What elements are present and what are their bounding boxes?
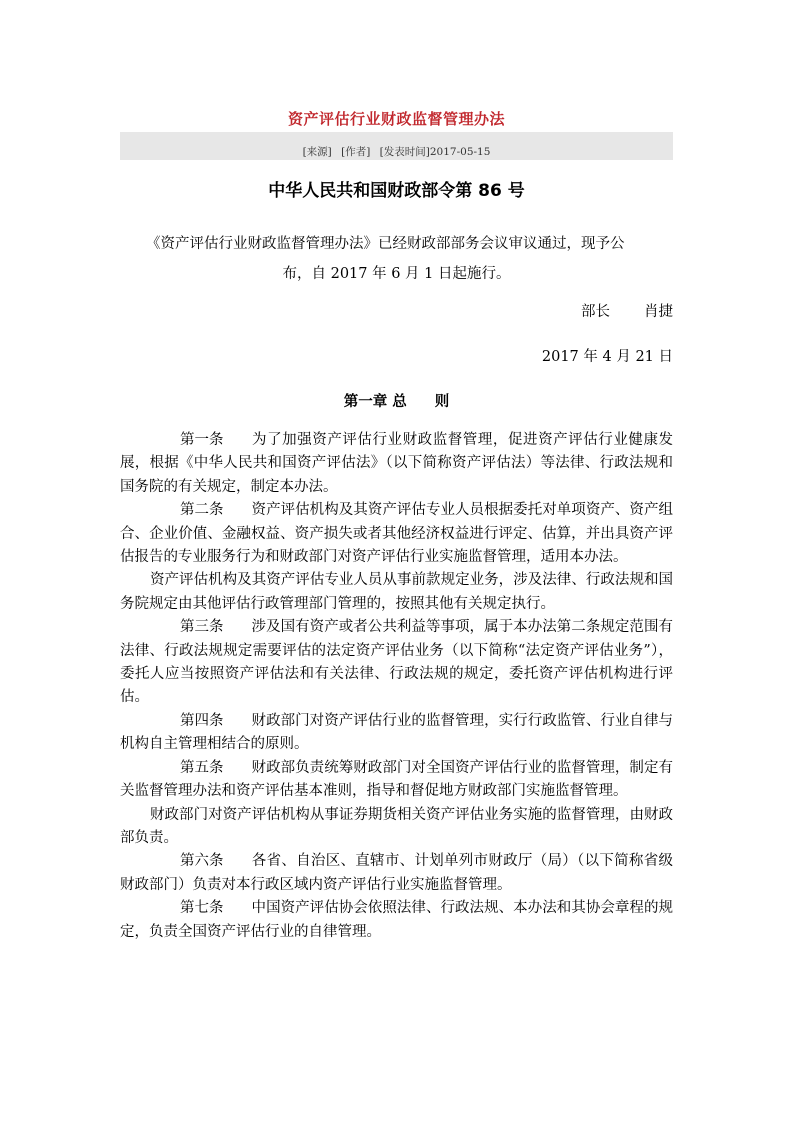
intro-line-2: 布，自 2017 年 6 月 1 日起施行。 (282, 266, 511, 282)
article-text: 财政部负责统筹财政部门对全国资产评估行业的监督管理，制定有关监督管理办法和资产评估基本准则，指导和督促地方财政部门实施监督管理。 (120, 759, 673, 800)
intro-line-1: 《资产评估行业财政监督管理办法》已经财政部部务会议审议通过，现予公 (146, 236, 625, 252)
intro-paragraph (120, 229, 673, 289)
article-text: 财政部门对资产评估机构从事证券期货相关资产评估业务实施的监督管理，由财政部负责。 (120, 806, 673, 846)
article-paragraph (120, 850, 673, 897)
article-paragraph (120, 804, 673, 851)
chapter-number: 第一章 (343, 393, 388, 410)
chapter-title-part-1: 总 (392, 393, 407, 410)
article-text: 各省、自治区、直辖市、计划单列市财政厅（局）（以下简称省级财政部门）负责对本行政区域内资产评估行业实施监督管理。 (120, 853, 673, 893)
article-paragraph (120, 757, 673, 804)
article-number: 第五条 (180, 759, 224, 776)
article-number: 第二条 (180, 502, 224, 519)
article-paragraph (120, 616, 673, 710)
meta-publish-date: [发表时间]2017-05-15 (379, 146, 491, 158)
article-text: 涉及国有资产或者公共利益等事项，属于本办法第二条规定范围有法律、行政法规规定需要评估的法定资产评估业务（以下简称“法定资产评估业务”），委托人应当按照资产评估法和有关法律、行政法规的规定，委托资产评估机构进行评估。 (120, 619, 673, 706)
chapter-title-part-2: 则 (434, 393, 450, 410)
article-text: 财政部门对资产评估行业的监督管理，实行行政监管、行业自律与机构自主管理相结合的原则。 (120, 712, 673, 753)
meta-source: [来源] (302, 146, 332, 158)
article-number: 第六条 (180, 853, 224, 870)
article-number: 第三条 (180, 619, 224, 636)
signer-name: 肖捷 (644, 304, 673, 320)
article-text: 资产评估机构及其资产评估专业人员根据委托对单项资产、资产组合、企业价值、金融权益、资产损失或者其他经济权益进行评定、估算，并出具资产评估报告的专业服务行为和财政部门对资产评估行业实施监督管理，适用本办法。 (120, 502, 673, 566)
document-body (120, 429, 673, 944)
article-number: 第一条 (180, 432, 224, 448)
article-text: 资产评估机构及其资产评估专业人员从事前款规定业务，涉及法律、行政法规和国务院规定由其他评估行政管理部门管理的，按照其他有关规定执行。 (120, 572, 673, 612)
article-paragraph (120, 499, 673, 569)
article-number: 第四条 (180, 712, 224, 729)
decree-title: 中华人民共和国财政部令第 86 号 (268, 181, 525, 201)
sign-date: 2017 年 4 月 21 日 (541, 349, 673, 365)
article-paragraph (120, 429, 673, 499)
signer (581, 300, 673, 321)
signer-position: 部长 (581, 304, 610, 320)
article-number: 第七条 (180, 900, 224, 917)
article-text: 为了加强资产评估行业财政监督管理，促进资产评估行业健康发展，根据《中华人民共和国资产评估法》（以下简称资产评估法）等法律、行政法规和国务院的有关规定，制定本办法。 (120, 432, 673, 495)
meta-info (120, 144, 673, 159)
article-paragraph (120, 897, 673, 944)
article-text: 中国资产评估协会依照法律、行政法规、本办法和其协会章程的规定，负责全国资产评估行业的自律管理。 (120, 900, 673, 940)
chapter-heading (120, 390, 673, 411)
article-paragraph (120, 569, 673, 616)
meta-author: [作者] (341, 146, 371, 158)
document-title: 资产评估行业财政监督管理办法 (287, 110, 505, 128)
article-paragraph (120, 710, 673, 757)
